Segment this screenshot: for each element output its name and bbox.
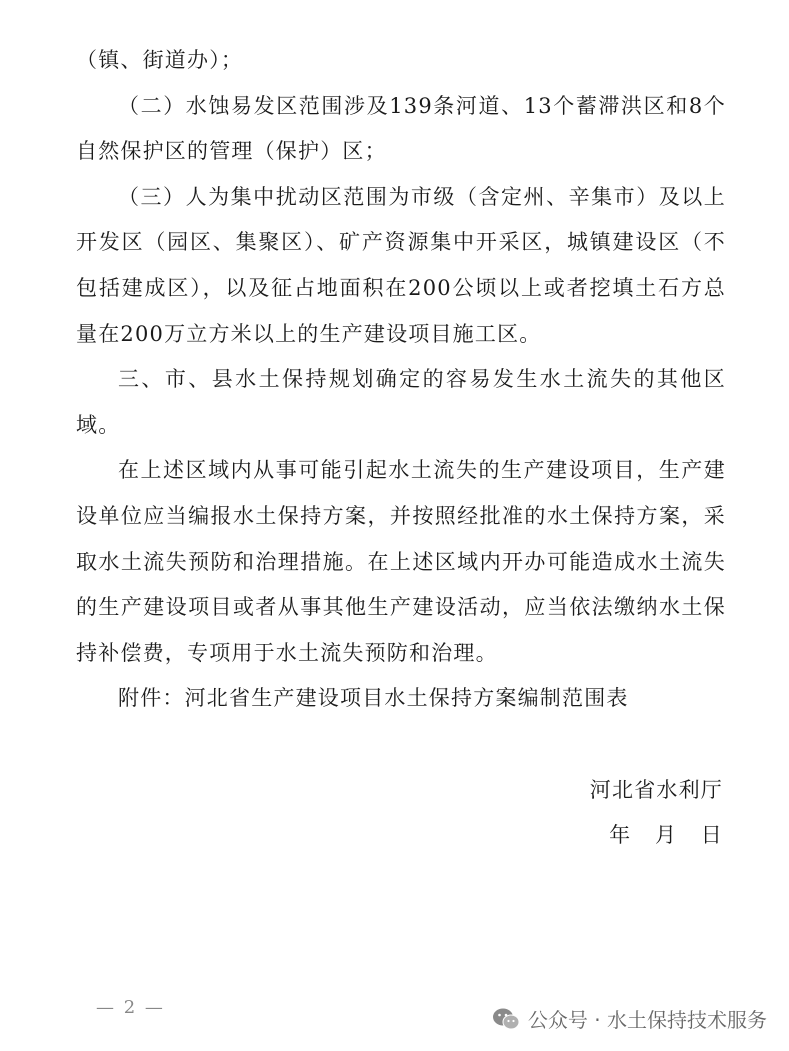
wechat-watermark: [492, 1004, 767, 1033]
issue-date: 年 月 日: [609, 823, 723, 847]
paragraph-4: 三、市、县水土保持规划确定的容易发生水土流失的其他区域。: [76, 367, 726, 437]
signature-block: [590, 768, 723, 858]
page-number: — 2 —: [96, 997, 165, 1018]
watermark-text: 公众号 · 水土保持技术服务: [527, 1008, 767, 1032]
paragraph-2: （二）水蚀易发区范围涉及139条河道、13个蓄滞洪区和8个自然保护区的管理（保护）区；: [76, 93, 726, 164]
paragraph-3: （三）人为集中扰动区范围为市级（含定州、辛集市）及以上开发区（园区、集聚区）、矿产资源集中开采区，城镇建设区（不包括建成区），以及征占地面积在200公顷以上或者挖填土石方总量在200万立方米以上的生产建设项目施工区。: [76, 184, 726, 346]
paragraph-1: （镇、街道办）；: [76, 48, 244, 72]
issuing-organization: 河北省水利厅: [589, 778, 723, 802]
wechat-icon: [492, 1007, 520, 1031]
body-text: [76, 38, 726, 722]
paragraph-5: 在上述区域内从事可能引起水土流失的生产建设项目，生产建设单位应当编报水土保持方案，并按照经批准的水土保持方案，采取水土流失预防和治理措施。在上述区域内开办可能造成水土流失的生产建设项目或者从事其他生产建设活动，应当依法缴纳水土保持补偿费，专项用于水土流失预防和治理。: [76, 458, 726, 665]
attachment-line: 附件：河北省生产建设项目水土保持方案编制范围表: [118, 686, 629, 711]
